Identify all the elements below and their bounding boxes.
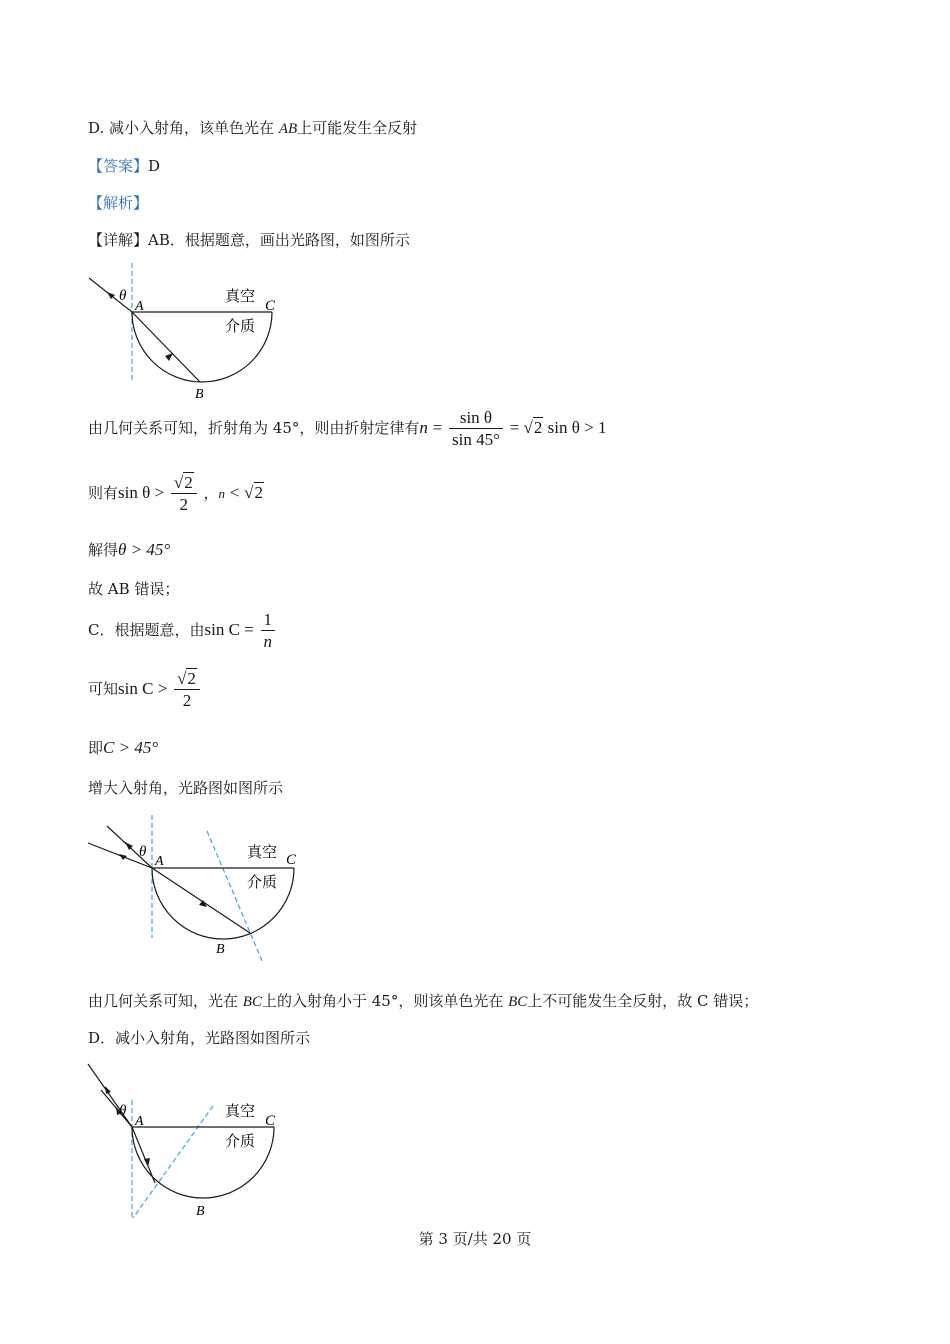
light-path-figure-2 bbox=[85, 813, 315, 968]
point-c-label: C bbox=[265, 1113, 276, 1129]
ab-wrong-line: 故 AB 错误； bbox=[88, 580, 180, 598]
option-d-line bbox=[88, 117, 417, 138]
point-b-label: B bbox=[216, 942, 225, 957]
theta-label: θ bbox=[139, 844, 147, 860]
sin-theta-gt: sin θ > bbox=[118, 483, 165, 502]
detail-text: AB．根据题意，画出光路图，如图所示 bbox=[148, 231, 410, 249]
option-d-prefix: D. 减小入射角，该单色光在 bbox=[88, 119, 275, 137]
bc-p2: 上的入射角小于 45°，则该单色光在 bbox=[261, 992, 504, 1010]
fraction-numerator: sin θ bbox=[449, 408, 503, 429]
incident-arrow-icon bbox=[105, 1086, 111, 1094]
segment-ab: AB bbox=[278, 121, 298, 137]
fraction-denominator: 2 bbox=[179, 494, 189, 514]
vacuum-label: 真空 bbox=[247, 843, 278, 861]
refracted-ray bbox=[132, 1127, 155, 1183]
incident-arrow-2-icon bbox=[119, 854, 127, 860]
ji-text: 即 bbox=[88, 739, 104, 757]
fraction-numerator: √2 bbox=[171, 473, 197, 494]
ji-line bbox=[88, 737, 158, 758]
equals-sign: = bbox=[432, 418, 443, 437]
point-a-label: A bbox=[135, 1114, 144, 1129]
light-path-figure-3 bbox=[85, 1060, 295, 1220]
vacuum-label: 真空 bbox=[225, 287, 256, 305]
point-a-label: A bbox=[155, 854, 164, 869]
option-d-suffix: 上可能发生全反射 bbox=[297, 119, 418, 137]
fraction-sin-theta-over-sin45 bbox=[449, 408, 503, 451]
refracted-ray bbox=[132, 312, 200, 382]
theta-gt-45: θ > 45° bbox=[118, 540, 171, 559]
sqrt-2: √2 bbox=[244, 483, 264, 502]
solve-line bbox=[88, 539, 170, 560]
analysis-tag: 【解析】 bbox=[88, 194, 149, 212]
detail-tag: 【详解】 bbox=[88, 231, 149, 249]
answer-tag: 【答案】 bbox=[88, 157, 149, 175]
medium-label: 介质 bbox=[225, 1132, 256, 1150]
point-c-label: C bbox=[286, 852, 297, 868]
normal-at-exit-dashed-line bbox=[133, 1106, 213, 1218]
point-a-label: A bbox=[135, 299, 144, 314]
theta-label: θ bbox=[119, 1103, 127, 1119]
sqrt-2: √2 bbox=[523, 418, 543, 437]
point-b-label: B bbox=[195, 387, 204, 402]
bc-p1: 由几何关系可知，光在 bbox=[88, 992, 239, 1010]
inequality-line bbox=[88, 468, 264, 519]
decrease-angle-line: D．减小入射角，光路图如图所示 bbox=[88, 1029, 311, 1047]
point-b-label: B bbox=[196, 1204, 205, 1219]
fraction-denominator: sin 45° bbox=[452, 429, 500, 449]
increase-angle-line: 增大入射角，光路图如图所示 bbox=[88, 779, 284, 797]
n-symbol: n bbox=[419, 418, 428, 437]
fraction-denominator: n bbox=[263, 631, 273, 651]
fraction-denominator: 2 bbox=[182, 690, 192, 710]
refracted-arrow-icon bbox=[165, 353, 173, 361]
theta-label: θ bbox=[119, 288, 127, 304]
fraction-numerator: √2 bbox=[174, 669, 200, 690]
fraction-1-over-n bbox=[261, 610, 276, 653]
then-text: 则有 bbox=[88, 484, 119, 502]
fraction-root2-over-2 bbox=[171, 473, 197, 516]
separator: ， bbox=[203, 484, 219, 502]
critical-angle-line bbox=[88, 607, 277, 653]
page-footer: 第 3 页/共 20 页 bbox=[418, 1230, 532, 1248]
light-path-figure-1 bbox=[85, 258, 295, 403]
sin-theta-gt-1: sin θ > 1 bbox=[543, 418, 607, 437]
n-symbol: n bbox=[218, 486, 226, 501]
less-than: < bbox=[229, 483, 240, 502]
equals-sign-2: = bbox=[509, 418, 524, 437]
vacuum-label: 真空 bbox=[225, 1102, 256, 1120]
refraction-law-line bbox=[88, 405, 606, 451]
bc-conclusion-line bbox=[88, 990, 758, 1011]
fraction-root2-over-2 bbox=[174, 669, 200, 712]
refraction-text: 由几何关系可知，折射角为 45°，则由折射定律有 bbox=[88, 419, 420, 437]
c-gt-45: C > 45° bbox=[103, 738, 159, 757]
point-c-label: C bbox=[265, 298, 276, 314]
medium-label: 介质 bbox=[225, 317, 256, 335]
bc-p3: 上不可能发生全反射，故 C 错误； bbox=[527, 992, 759, 1010]
refracted-arrow-icon bbox=[144, 1158, 150, 1167]
sin-c-eq: sin C = bbox=[204, 620, 254, 639]
detail-line bbox=[88, 229, 410, 250]
segment-bc-2: BC bbox=[508, 994, 528, 1010]
fraction-numerator: 1 bbox=[261, 610, 276, 631]
medium-label: 介质 bbox=[247, 873, 278, 891]
c-text: C．根据题意，由 bbox=[88, 621, 205, 639]
answer-line bbox=[88, 155, 160, 176]
know-text: 可知 bbox=[88, 680, 119, 698]
refracted-ray bbox=[152, 868, 250, 933]
segment-bc: BC bbox=[242, 994, 262, 1010]
answer-value: D bbox=[148, 157, 161, 175]
analysis-line bbox=[88, 192, 148, 213]
solve-text: 解得 bbox=[88, 541, 119, 559]
sin-c-gt: sin C > bbox=[118, 679, 168, 698]
know-line bbox=[88, 664, 202, 714]
